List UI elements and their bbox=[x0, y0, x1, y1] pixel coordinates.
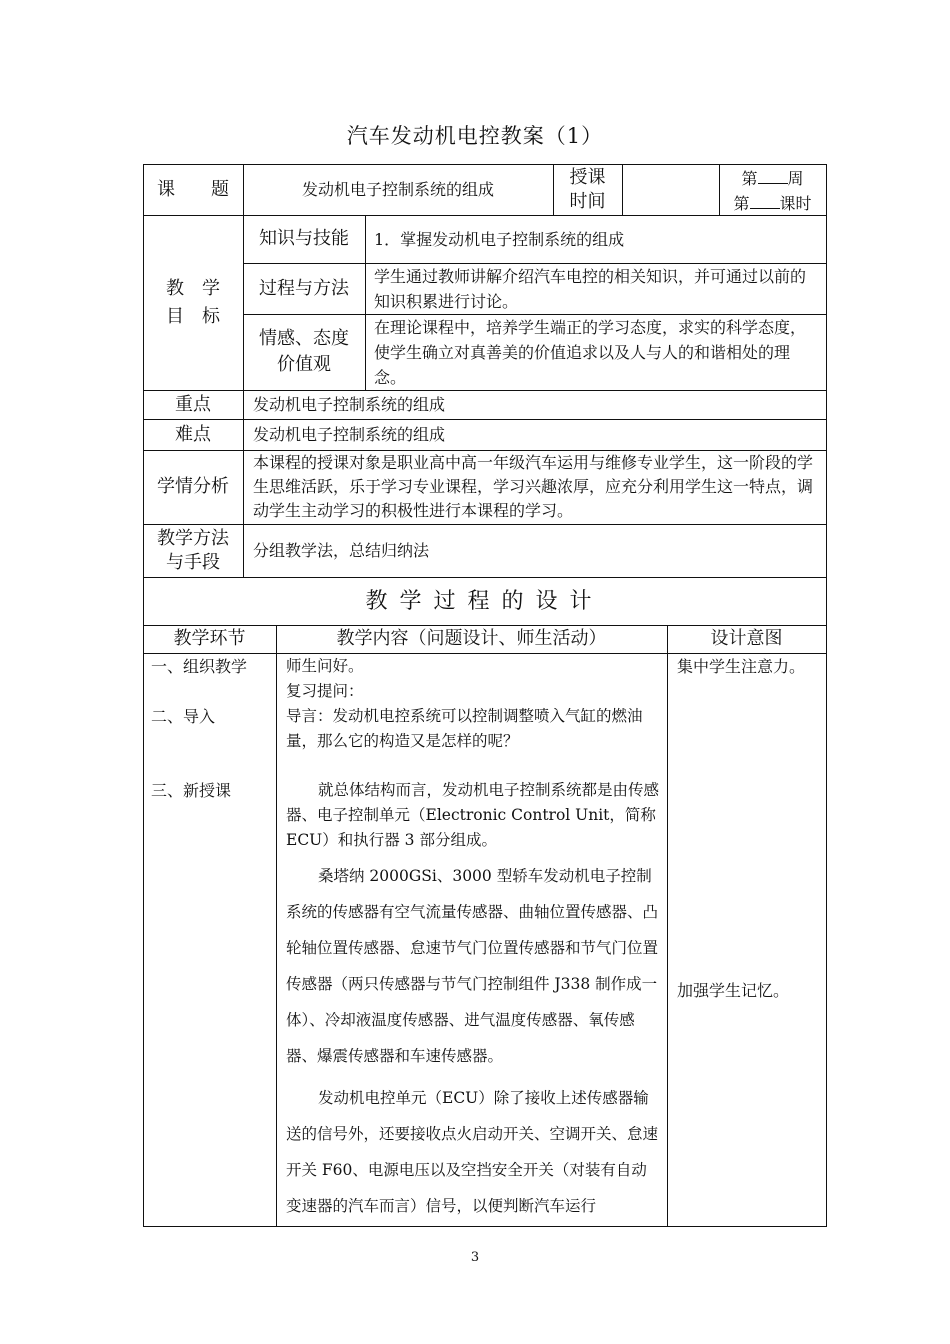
goal-label-attitude-line-1: 情感、态度 bbox=[259, 328, 349, 349]
intent-note: 加强学生记忆。 bbox=[677, 981, 790, 1000]
difficulty-label: 难点 bbox=[175, 423, 211, 445]
period-suffix: 课时 bbox=[779, 194, 812, 213]
methods-text: 分组教学法，总结归纳法 bbox=[253, 541, 430, 560]
goal-text-knowledge: 1．掌握发动机电子控制系统的组成 bbox=[374, 230, 625, 249]
content-paragraph: 就总体结构而言，发动机电子控制系统都是由传感器、电子控制单元（Electronic Control Unit，简称 ECU）和执行器 3 部分组成。 bbox=[286, 781, 660, 849]
process-step: 二、导入 bbox=[151, 707, 216, 726]
goal-label-attitude bbox=[243, 314, 365, 390]
goals-label-line-2: 目 标 bbox=[166, 305, 220, 327]
goal-label-knowledge: 知识与技能 bbox=[259, 228, 349, 249]
week-suffix: 周 bbox=[787, 169, 804, 188]
goal-text-process: 学生通过教师讲解介绍汽车电控的相关知识，并可通过以前的知识积累进行讨论。 bbox=[374, 267, 807, 311]
time-label bbox=[553, 164, 622, 215]
process-header-steps: 教学环节 bbox=[173, 628, 246, 649]
goal-label-process: 过程与方法 bbox=[259, 277, 349, 299]
topic-value: 发动机电子控制系统的组成 bbox=[301, 180, 494, 199]
methods-label-line-2: 与手段 bbox=[166, 551, 220, 573]
time-label-line-1: 授课 bbox=[569, 166, 606, 188]
content-paragraph: 师生问好。 bbox=[286, 657, 364, 675]
goal-text-attitude: 在理论课程中，培养学生端正的学习态度，求实的科学态度，使学生确立对真善美的价值追求以及人与人的和谐相处的理念。 bbox=[374, 318, 807, 387]
process-step: 三、新授课 bbox=[151, 781, 232, 800]
analysis-text: 本课程的授课对象是职业高中高一年级汽车运用与维修专业学生，这一阶段的学生思维活跃，乐于学习专业课程，学习兴趣浓厚，应充分利用学生这一特点，调动学生主动学习的积极性进行本课程的学习。 bbox=[253, 453, 814, 520]
process-title: 教学过程的设计 bbox=[365, 588, 604, 614]
goal-label-attitude-line-2: 价值观 bbox=[277, 354, 331, 375]
goals-label-line-1: 教 学 bbox=[166, 277, 220, 299]
analysis-label: 学情分析 bbox=[157, 476, 229, 497]
topic-label: 课 题 bbox=[157, 178, 229, 200]
week-blank bbox=[758, 168, 788, 184]
goals-label bbox=[143, 215, 243, 390]
content-paragraph: 发动机电控单元（ECU）除了接收上述传感器输送的信号外，还要接收点火启动开关、空调开关、怠速开关 F60、电源电压以及空挡安全开关（对装有自动变速器的汽车而言）信号，以便判断汽车运行 bbox=[286, 1089, 659, 1215]
methods-label bbox=[143, 524, 243, 577]
methods-label-line-1: 教学方法 bbox=[157, 527, 229, 549]
process-header-content: 教学内容（问题设计、师生活动） bbox=[336, 628, 607, 649]
process-header-intent: 设计意图 bbox=[710, 628, 783, 649]
week-prefix: 第 bbox=[741, 169, 758, 188]
key-point-text: 发动机电子控制系统的组成 bbox=[253, 395, 446, 414]
time-label-line-2: 时间 bbox=[569, 190, 606, 212]
page-number: 3 bbox=[470, 1250, 480, 1265]
week-period-field bbox=[719, 164, 826, 215]
difficulty-text: 发动机电子控制系统的组成 bbox=[253, 425, 446, 444]
content-paragraph: 桑塔纳 2000GSi、3000 型轿车发动机电子控制系统的传感器有空气流量传感器、曲轴位置传感器、凸轮轴位置传感器、怠速节气门位置传感器和节气门位置传感器（两只传感器与节气门控制组件 J338 制作成一体）、冷却液温度传感器、进气温度传感器、氧传感器、爆震传感器和车速传感器。 bbox=[286, 867, 659, 1065]
key-point-label: 重点 bbox=[175, 393, 211, 415]
content-paragraph: 导言：发动机电控系统可以控制调整喷入气缸的燃油量，那么它的构造又是怎样的呢？ bbox=[286, 707, 643, 750]
process-step: 一、组织教学 bbox=[151, 657, 248, 676]
period-blank bbox=[750, 193, 780, 209]
document-title: 汽车发动机电控教案（1） bbox=[346, 124, 604, 148]
intent-note: 集中学生注意力。 bbox=[677, 657, 806, 676]
period-prefix: 第 bbox=[733, 194, 750, 213]
content-paragraph: 复习提问： bbox=[286, 682, 364, 700]
